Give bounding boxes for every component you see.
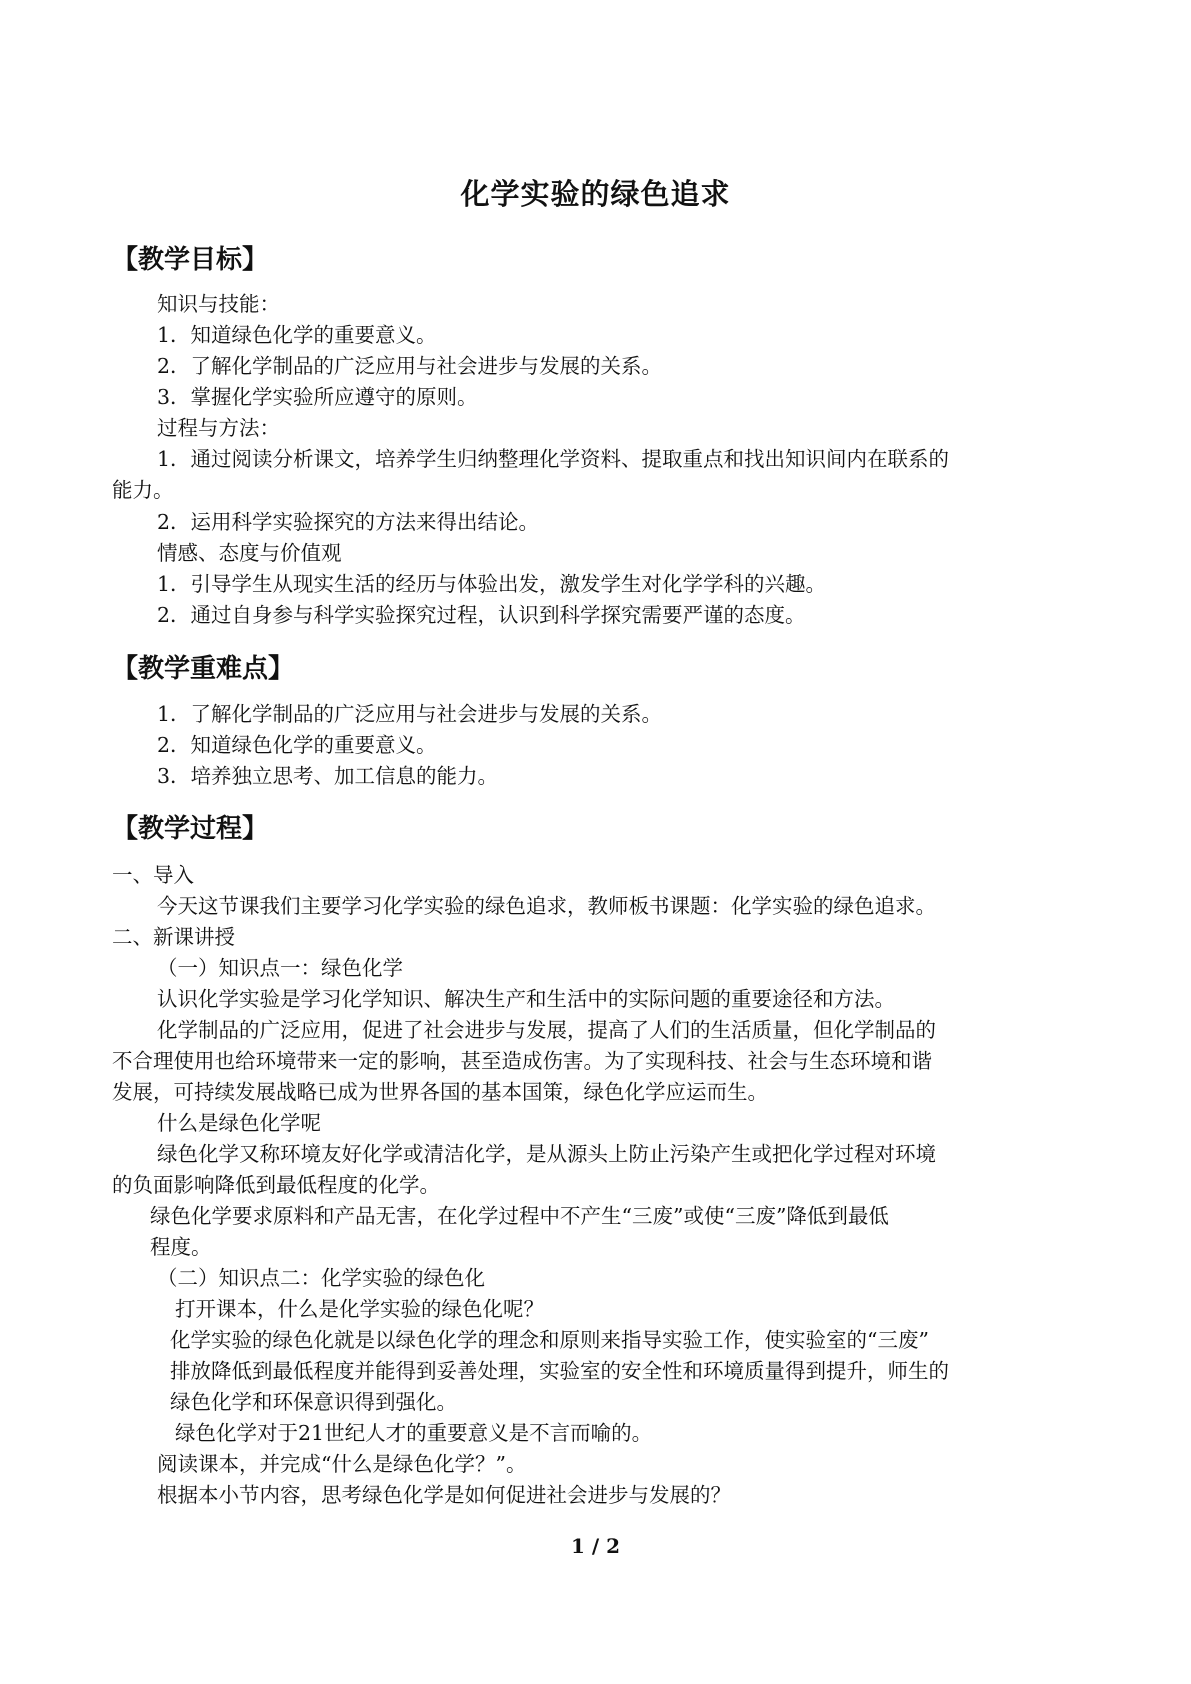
goals-emotion-item-2: 2．通过自身参与科学实验探究过程，认识到科学探究需要严谨的态度。 — [157, 603, 806, 627]
process-point1-paragraph-4-line-1: 绿色化学要求原料和产品无害，在化学过程中不产生“三废”或使“三废”降低到最低 — [150, 1204, 889, 1228]
process-point2-paragraph-3: 阅读课本，并完成“什么是绿色化学？”。 — [157, 1452, 527, 1476]
process-point2-paragraph-1-line-1: 化学实验的绿色化就是以绿色化学的理念和原则来指导实验工作，使实验室的“三废” — [170, 1328, 929, 1352]
process-point1-paragraph-3-line-2: 的负面影响降低到最低程度的化学。 — [112, 1173, 440, 1197]
process-point2-label: （二）知识点二：化学实验的绿色化 — [157, 1266, 485, 1290]
goals-emotion-item-1: 1．引导学生从现实生活的经历与体验出发，激发学生对化学学科的兴趣。 — [157, 572, 827, 596]
page-number: 1 / 2 — [570, 1534, 621, 1558]
process-new-lesson-label: 二、新课讲授 — [112, 925, 235, 949]
heading-teaching-process: 【教学过程】 — [112, 814, 269, 844]
process-point1-label: （一）知识点一：绿色化学 — [157, 956, 403, 980]
process-point2-paragraph-1-line-3: 绿色化学和环保意识得到强化。 — [170, 1390, 457, 1414]
process-point1-question: 什么是绿色化学呢 — [157, 1111, 321, 1135]
goals-knowledge-item-2: 2．了解化学制品的广泛应用与社会进步与发展的关系。 — [157, 354, 663, 378]
heading-key-points: 【教学重难点】 — [112, 654, 295, 684]
process-intro-label: 一、导入 — [112, 863, 194, 887]
goals-knowledge-item-1: 1．知道绿色化学的重要意义。 — [157, 323, 437, 347]
goals-emotion-label: 情感、态度与价值观 — [157, 541, 342, 565]
process-point2-paragraph-2: 绿色化学对于21世纪人才的重要意义是不言而喻的。 — [175, 1421, 653, 1445]
process-point1-paragraph-2-line-1: 化学制品的广泛应用，促进了社会进步与发展，提高了人们的生活质量，但化学制品的 — [157, 1018, 936, 1042]
key-point-item-1: 1．了解化学制品的广泛应用与社会进步与发展的关系。 — [157, 702, 663, 726]
goals-process-item-2: 2．运用科学实验探究的方法来得出结论。 — [157, 510, 540, 534]
document-title: 化学实验的绿色追求 — [460, 177, 731, 211]
key-point-item-3: 3．培养独立思考、加工信息的能力。 — [157, 764, 499, 788]
process-point1-paragraph-1: 认识化学实验是学习化学知识、解决生产和生活中的实际问题的重要途径和方法。 — [157, 987, 895, 1011]
goals-process-item-1-cont: 能力。 — [112, 478, 174, 502]
process-point1-paragraph-3-line-1: 绿色化学又称环境友好化学或清洁化学，是从源头上防止污染产生或把化学过程对环境 — [157, 1142, 936, 1166]
process-point1-paragraph-2-line-2: 不合理使用也给环境带来一定的影响，甚至造成伤害。为了实现科技、社会与生态环境和谐 — [112, 1049, 932, 1073]
process-point2-paragraph-4: 根据本小节内容，思考绿色化学是如何促进社会进步与发展的？ — [157, 1483, 731, 1507]
goals-knowledge-label: 知识与技能： — [157, 292, 280, 316]
heading-teaching-goals: 【教学目标】 — [112, 245, 269, 275]
goals-knowledge-item-3: 3．掌握化学实验所应遵守的原则。 — [157, 385, 478, 409]
process-point1-paragraph-4-line-2: 程度。 — [150, 1235, 212, 1259]
goals-process-item-1: 1．通过阅读分析课文，培养学生归纳整理化学资料、提取重点和找出知识间内在联系的 — [157, 447, 950, 471]
process-intro-text: 今天这节课我们主要学习化学实验的绿色追求，教师板书课题：化学实验的绿色追求。 — [157, 894, 936, 918]
goals-process-label: 过程与方法： — [157, 416, 280, 440]
process-point2-question: 打开课本，什么是化学实验的绿色化呢？ — [175, 1297, 544, 1321]
process-point1-paragraph-2-line-3: 发展，可持续发展战略已成为世界各国的基本国策，绿色化学应运而生。 — [112, 1080, 768, 1104]
process-point2-paragraph-1-line-2: 排放降低到最低程度并能得到妥善处理，实验室的安全性和环境质量得到提升，师生的 — [170, 1359, 949, 1383]
key-point-item-2: 2．知道绿色化学的重要意义。 — [157, 733, 437, 757]
